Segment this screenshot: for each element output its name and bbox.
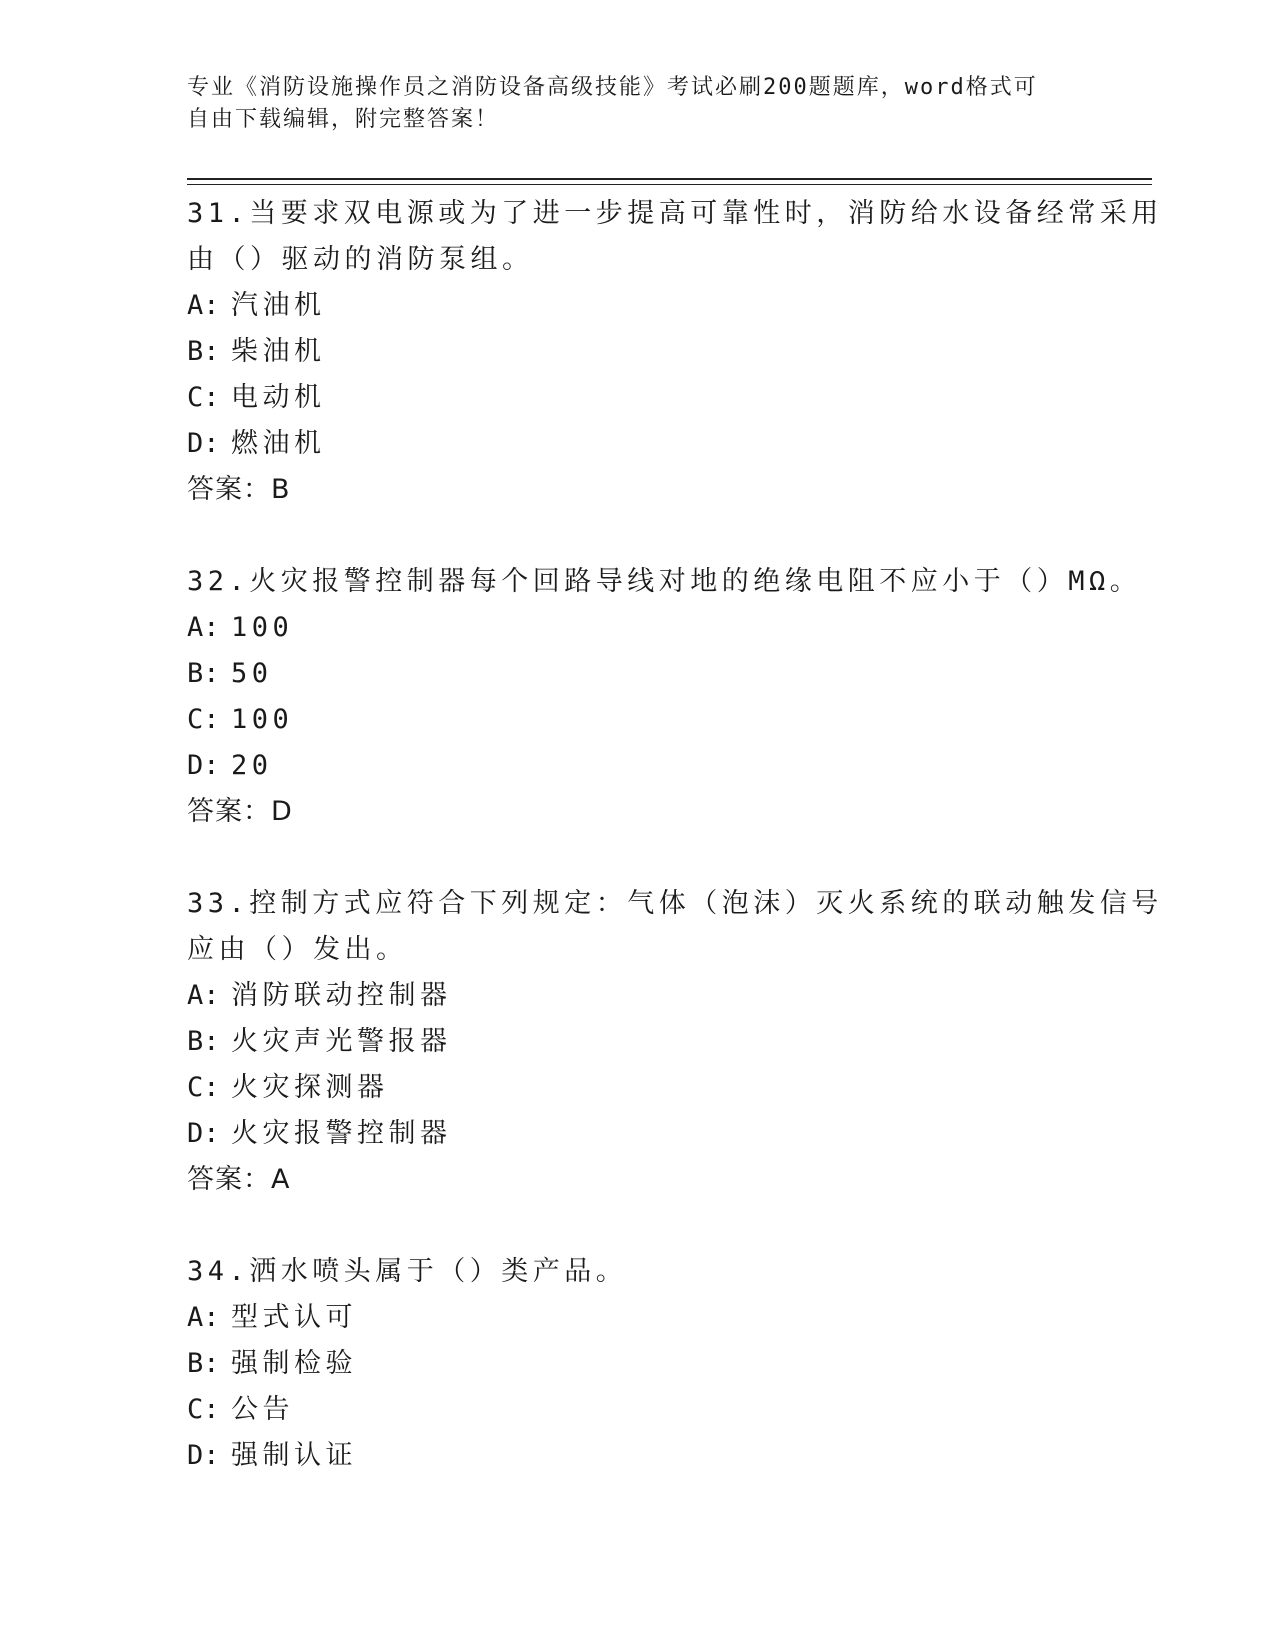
option-text: 汽油机 [231, 290, 326, 321]
header-divider [187, 178, 1152, 185]
answer-option [187, 1019, 1152, 1065]
option-text: 火灾声光警报器 [231, 1026, 452, 1057]
answer-option [187, 375, 1152, 421]
answer-option [187, 973, 1152, 1019]
option-letter: D: [187, 428, 220, 459]
question-stem-line: 应由（）发出。 [187, 934, 408, 965]
question-spacer [187, 1203, 1152, 1249]
option-text: 20 [231, 750, 273, 781]
option-text: 强制检验 [231, 1348, 357, 1379]
option-text: 50 [231, 658, 273, 689]
answer-option [187, 1341, 1152, 1387]
header-line-1: 专业《消防设施操作员之消防设备高级技能》考试必刷200题题库，word格式可 [187, 75, 1038, 100]
option-letter: A: [187, 612, 220, 643]
answer-option [187, 283, 1152, 329]
question-list [187, 191, 1163, 1479]
answer-option [187, 651, 1152, 697]
option-text: 燃油机 [231, 428, 326, 459]
answer-option [187, 1111, 1152, 1157]
question-block [187, 559, 1152, 835]
answer-option [187, 1065, 1152, 1111]
option-letter: B: [187, 1348, 220, 1379]
divider-thin [187, 184, 1152, 185]
option-text: 强制认证 [231, 1440, 357, 1471]
answer-option [187, 1295, 1152, 1341]
divider-thick [187, 178, 1152, 180]
option-letter: B: [187, 336, 220, 367]
document-page [187, 72, 1163, 1479]
option-letter: A: [187, 1302, 220, 1333]
option-text: 型式认可 [231, 1302, 357, 1333]
document-header [187, 72, 1152, 136]
option-text: 100 [231, 612, 294, 643]
answer-key: 答案：D [187, 796, 293, 827]
answer-key: 答案：A [187, 1164, 291, 1195]
option-text: 公告 [231, 1394, 294, 1425]
question-stem-line: 31.当要求双电源或为了进一步提高可靠性时，消防给水设备经常采用 [187, 198, 1163, 229]
answer-option [187, 1387, 1152, 1433]
answer-option [187, 1433, 1152, 1479]
option-text: 火灾报警控制器 [231, 1118, 452, 1149]
option-text: 电动机 [231, 382, 326, 413]
option-letter: D: [187, 1118, 220, 1149]
question-block [187, 881, 1163, 1203]
answer-option [187, 421, 1152, 467]
option-letter: D: [187, 1440, 220, 1471]
option-letter: A: [187, 980, 220, 1011]
answer-option [187, 697, 1152, 743]
option-text: 100 [231, 704, 294, 735]
option-letter: B: [187, 1026, 220, 1057]
question-stem-line: 33.控制方式应符合下列规定：气体（泡沫）灭火系统的联动触发信号 [187, 888, 1163, 919]
answer-option [187, 743, 1152, 789]
option-letter: D: [187, 750, 220, 781]
option-text: 消防联动控制器 [231, 980, 452, 1011]
question-block [187, 1249, 1152, 1479]
question-block [187, 191, 1163, 513]
option-text: 柴油机 [231, 336, 326, 367]
option-letter: A: [187, 290, 220, 321]
question-stem-line: 32.火灾报警控制器每个回路导线对地的绝缘电阻不应小于（）MΩ。 [187, 566, 1142, 597]
question-stem-line: 由（）驱动的消防泵组。 [187, 244, 534, 275]
answer-option [187, 605, 1152, 651]
option-letter: C: [187, 1072, 220, 1103]
question-spacer [187, 513, 1152, 559]
option-letter: C: [187, 704, 220, 735]
option-letter: C: [187, 382, 220, 413]
answer-option [187, 329, 1152, 375]
question-stem-line: 34.洒水喷头属于（）类产品。 [187, 1256, 628, 1287]
header-line-2: 自由下载编辑，附完整答案！ [187, 107, 500, 132]
option-text: 火灾探测器 [231, 1072, 389, 1103]
answer-key: 答案：B [187, 474, 291, 505]
question-spacer [187, 835, 1152, 881]
option-letter: C: [187, 1394, 220, 1425]
option-letter: B: [187, 658, 220, 689]
